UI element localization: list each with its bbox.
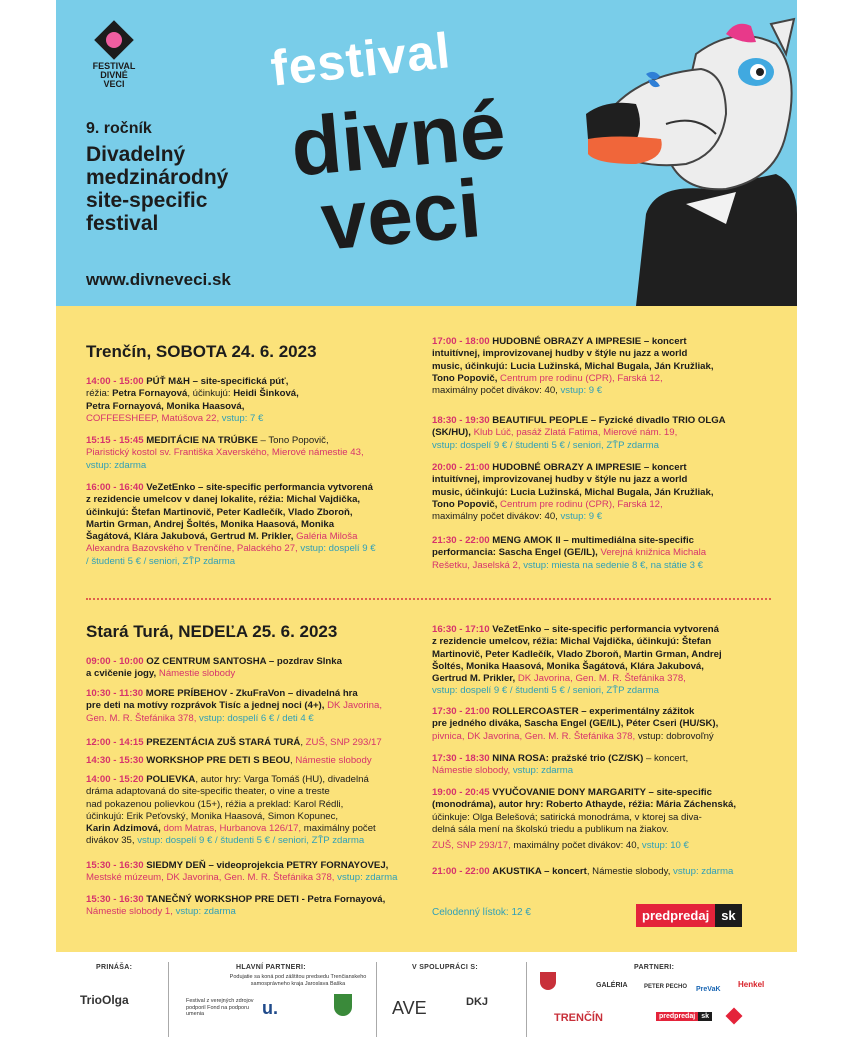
header-section xyxy=(56,0,797,306)
website-link[interactable]: www.divneveci.sk xyxy=(86,270,231,289)
fpu-logo: u. xyxy=(262,998,278,1018)
subtitle-line: site-specific xyxy=(86,189,208,212)
title-divne: divné xyxy=(287,84,509,194)
event-item: 12:00 - 14:15 PREZENTÁCIA ZUŠ STARÁ TURÁ, ZUŠ, SNP 293/17 xyxy=(86,737,382,748)
event-item: 14:00 - 15:00 PÚŤ M&H – site-specifická púť, réžia: Petra Fornayová, účinkujú: Heidi Šinková, Petra Fornayová, Monika Haasová, COFFEESHEEP, Matúšova 22, vstup: 7 € xyxy=(86,376,299,424)
event-item: 15:15 - 15:45 MEDITÁCIE NA TRÚBKE – Tono Popovič, Piaristický kostol sv. Františka Xaverského, Mierové námestie 43, vstup: zdarma xyxy=(86,435,364,471)
logo-line-2: DIVNÉ xyxy=(100,70,128,80)
event-item: 17:00 - 18:00 HUDOBNÉ OBRAZY A IMPRESIE – koncert intuitívnej, improvizovanej hudby v štýle nu jazz a world music, účinkujú: Lucia Lužinská, Michal Bugala, Ján Kružliak, Tono Popovič, Centrum pre rodinu (CPR), Farská 12, maximálny počet divákov: 40, vstup: 9 € xyxy=(432,336,714,397)
event-item: 20:00 - 21:00 HUDOBNÉ OBRAZY A IMPRESIE – koncert intuitívnej, improvizovanej hudby v štýle nu jazz a world music, účinkujú: Lucia Lužinská, Michal Bugala, Ján Kružliak, Tono Popovič, Centrum pre rodinu (CPR), Farská 12, maximálny počet divákov: 40, vstup: 9 € xyxy=(432,462,714,523)
festival-subtitle xyxy=(86,143,296,235)
zastita-text: Podujatie sa koná pod záštitou predsedu Trenčianskeho samosprávneho kraja Jaroslava Baška xyxy=(229,974,367,987)
predpredaj-sk-label: sk xyxy=(715,904,741,927)
event-item: 18:30 - 19:30 BEAUTIFUL PEOPLE – Fyzické divadlo TRIO OLGA (SK/HU), Klub Lúč, pasáž Zlatá Fatima, Mierové nám. 19, vstup: dospelí 9 € / študenti 5 € / seniori, ZŤP zdarma xyxy=(432,415,726,451)
dkj-logo: DKJ xyxy=(466,996,489,1008)
galeria-logo: GALÉRIA xyxy=(596,982,628,989)
event-item: 15:30 - 16:30 TANEČNÝ WORKSHOP PRE DETI - Petra Fornayová, Námestie slobody 1, vstup: zdarma xyxy=(86,894,386,918)
event-item: 16:30 - 17:10 VeZetEnko – site-specific performancia vytvorená z rezidencie umelcov, réžia: Michal Vajdička, účinkujú: Štefan Martinovič, Peter Kadlečík, Vlado Zboroň, Martin Grman, Andrej Šoltés, Monika Haasová, Monika Šagátová, Klára Jakubová, Gertrud M. Prikler, DK Javorina, Gen. M. R. Štefánika 378, vstup: dospelí 9 € / študenti 5 € / seniori, ZŤP zdarma xyxy=(432,624,722,697)
event-item: 15:30 - 16:30 SIEDMY DEŇ – videoprojekcia PETRY FORNAYOVEJ, Mestské múzeum, DK Javorina, Gen. M. R. Štefánika 378, vstup: zdarma xyxy=(86,860,398,884)
event-item: 17:30 - 21:00 ROLLERCOASTER – experimentálny zážitok pre jedného diváka, Sascha Engel (GE/IL), Péter Cseri (HU/SK), pivnica, DK Javorina, Gen. M. R. Štefánika 378, vstup: dobrovoľný xyxy=(432,706,719,742)
event-item: 14:00 - 15:20 POLIEVKA, autor hry: Varga Tomáš (HU), divadelná dráma adaptovaná do site-specific theater, o vine a treste nad pokazenou polievkou (15+), réžia a preklad: Karol Rédli, účinkujú: Erik Peťovský, Monika Haasová, Simon Kopunec, Karin Adzimová, dom Matras, Hurbanova 126/17, maximálny počet divákov 35, vstup: dospelí 9 € / študenti 5 € / seniori, ZŤP zdarma xyxy=(86,774,376,847)
henkel-logo: Henkel xyxy=(738,980,765,989)
day1-heading: Trenčín, SOBOTA 24. 6. 2023 xyxy=(86,342,317,361)
edition-label: 9. ročník xyxy=(86,120,152,137)
spolupraca-heading: V SPOLUPRÁCI S: xyxy=(412,964,478,971)
trencin-logo: TRENČÍN xyxy=(554,1012,603,1024)
partneri-heading: PARTNERI: xyxy=(634,964,675,971)
event-item: 19:00 - 20:45 VYUČOVANIE DONY MARGARITY – site-specific (monodráma), autor hry: Roberto Athayde, réžia: Mária Záchenská, účinkuje: Olga Belešová; satirická monodráma, v ktorej sa diva- delná sála mení na školskú triedu a publikum na žiakov. ZUŠ, SNP 293/17, maximálny počet divákov: 40, vstup: 10 € xyxy=(432,787,737,852)
peter-pecho-logo: PETER PECHO xyxy=(644,984,688,990)
fond-text: Festival z verejných zdrojov podporil Fond na podporu umenia xyxy=(186,998,254,1017)
horse-mask-figure-icon xyxy=(576,14,797,306)
hlavni-partneri-heading: HLAVNÍ PARTNERI: xyxy=(236,964,306,971)
logo-line-3: VECI xyxy=(103,79,125,89)
festival-poster xyxy=(56,0,797,1046)
event-item: 21:30 - 22:00 MENG AMOK II – multimediálna site-specific performancia: Sascha Engel (GE/IL), Verejná knižnica Michala Rešetku, Jaselská 2, vstup: miesta na sedenie 8 €, na státie 3 € xyxy=(432,535,707,571)
subtitle-line: festival xyxy=(86,212,159,235)
event-item: 16:00 - 16:40 VeZetEnko – site-specific performancia vytvorená z rezidencie umelcov v danej lokalite, réžia: Michal Vajdička, účinkujú: Štefan Martinovič, Peter Kadlečík, Vlado Zboroň, Martin Grman, Andrej Šoltés, Monika Haasová, Monika Šagátová, Klára Jakubová, Gertrud M. Prikler, Galéria Miloša Alexandra Bazovského v Trenčíne, Palackého 27, vstup: dospelí 9 € / študenti 5 € / seniori, ZŤP zdarma xyxy=(86,482,376,567)
tsk-crest-icon xyxy=(334,994,352,1016)
prevak-logo: PreVaK xyxy=(696,986,721,993)
event-item: 10:30 - 11:30 MORE PRÍBEHOV - ZkuFraVon – divadelná hra pre deti na motívy rozprávok Tisíc a jednej noci (4+), DK Javorina, Gen. M. R. Štefánika 378, vstup: dospelí 6 € / deti 4 € xyxy=(86,688,382,724)
divider xyxy=(376,962,377,1037)
predpredaj-small-logo: predpredaj sk xyxy=(656,1012,712,1021)
trio-olga-logo: TrioOlga xyxy=(80,993,129,1007)
festival-logo xyxy=(84,22,144,89)
title-festival: festival xyxy=(268,22,454,97)
subtitle-line: medzinárodný xyxy=(86,166,229,189)
event-item: 14:30 - 15:30 WORKSHOP PRE DETI S BEOU, Námestie slobody xyxy=(86,755,372,766)
divider xyxy=(168,962,169,1037)
prinasa-heading: PRINÁŠA: xyxy=(96,964,133,971)
predpredaj-label: predpredaj xyxy=(636,904,715,927)
divider xyxy=(526,962,527,1037)
city-crest-icon xyxy=(540,972,556,990)
logo-diamond-icon xyxy=(96,22,132,58)
logo-line-1: FESTIVAL xyxy=(92,61,136,71)
full-day-ticket: Celodenný lístok: 12 € xyxy=(432,907,531,918)
day2-heading: Stará Turá, NEDEĽA 25. 6. 2023 xyxy=(86,622,338,641)
day-separator xyxy=(86,598,771,600)
predpredaj-ticket-button[interactable] xyxy=(636,904,742,927)
event-item: 21:00 - 22:00 AKUSTIKA – koncert, Námestie slobody, vstup: zdarma xyxy=(432,866,734,877)
ave-logo: AVE xyxy=(392,998,427,1018)
event-item: 17:30 - 18:30 NINA ROSA: pražské trio (CZ/SK) – koncert, Námestie slobody, vstup: zdarma xyxy=(432,753,689,777)
subtitle-line: Divadelný xyxy=(86,143,186,166)
title-veci: veci xyxy=(317,163,485,268)
event-item: 09:00 - 10:00 OZ CENTRUM SANTOSHA – pozdrav Slnka a cvičenie jogy, Námestie slobody xyxy=(86,656,342,680)
